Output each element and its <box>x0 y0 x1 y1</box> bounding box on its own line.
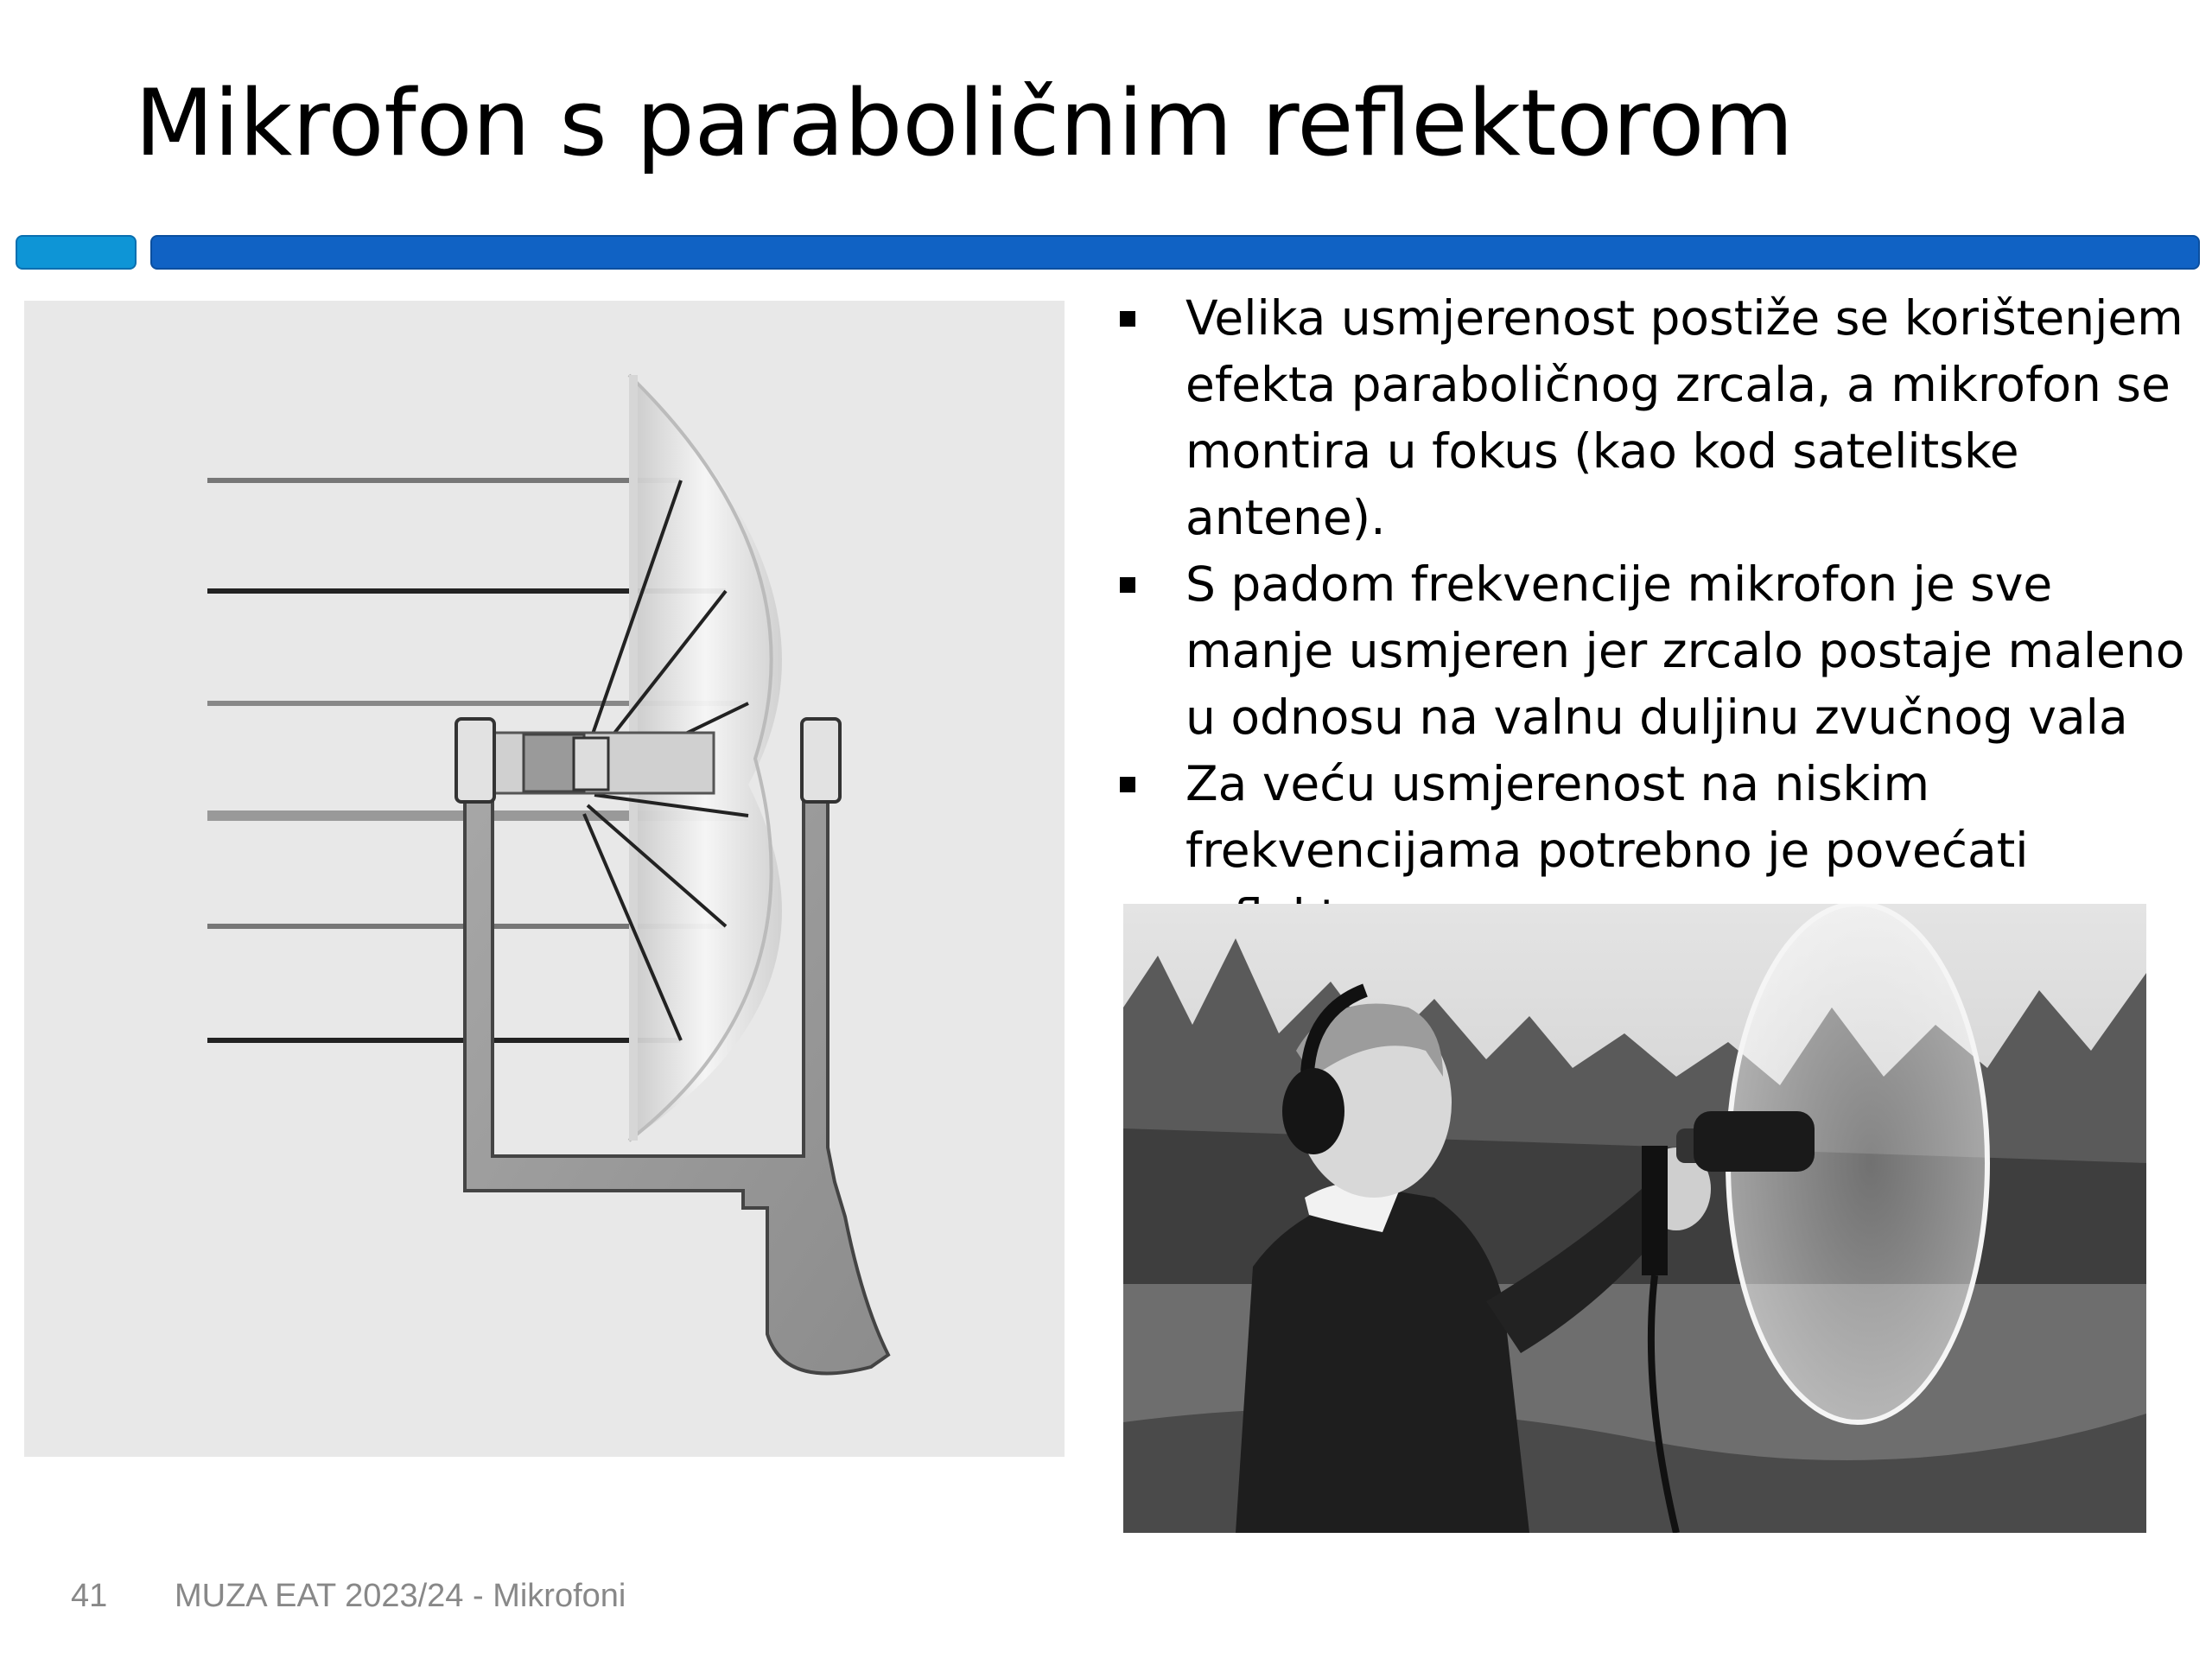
footer-caption: MUZA EAT 2023/24 - Mikrofoni <box>175 1578 626 1614</box>
bullet-item <box>1115 551 2195 751</box>
slide-number: 41 <box>71 1578 108 1614</box>
bullet-list <box>1115 285 2195 950</box>
accent-bar-long <box>150 235 2200 270</box>
parabolic-microphone-photo <box>1123 904 2146 1533</box>
bullet-text: S padom frekvencije mikrofon je sve manje usmjeren jer zrcalo postaje maleno u odnosu na valnu duljinu zvučnog vala <box>1185 556 2185 745</box>
parabolic-microphone-diagram <box>24 301 1065 1457</box>
bullet-square-icon <box>1120 777 1135 792</box>
bullet-item <box>1115 285 2195 551</box>
bullet-square-icon <box>1120 311 1135 327</box>
bullet-text: Za veću usmjerenost na niskim frekvencijama potrebno je povećati <box>1185 756 2029 878</box>
bullet-square-icon <box>1120 577 1135 593</box>
bullet-text: Velika usmjerenost postiže se korištenjem efekta paraboličnog zrcala, a mikrofon se montira u fokus (kao kod satelitske antene). <box>1185 290 2183 545</box>
slide-title: Mikrofon s paraboličnim reflektorom <box>135 70 1794 176</box>
accent-bar-short <box>16 235 137 270</box>
